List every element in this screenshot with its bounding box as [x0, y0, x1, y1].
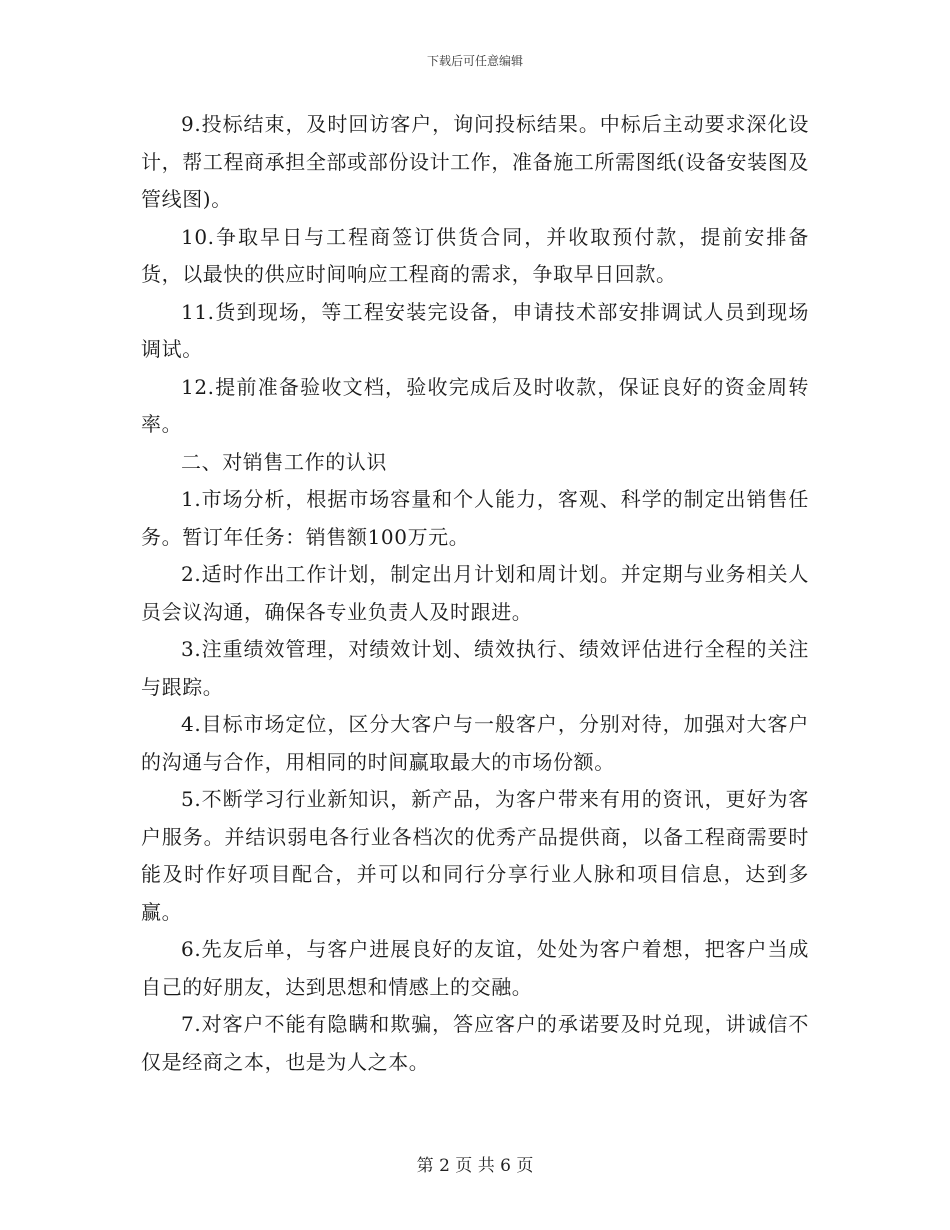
paragraph-item-5: 5.不断学习行业新知识，新产品，为客户带来有用的资讯，更好为客户服务。并结识弱电各行业各档次的优秀产品提供商，以备工程商需要时能及时作好项目配合，并可以和同行分享行业人脉和项目信息，达到多赢。 — [141, 787, 809, 924]
paragraph-item-6: 6.先友后单，与客户进展良好的友谊，处处为客户着想，把客户当成自己的好朋友，达到思想和情感上的交融。 — [141, 937, 809, 999]
paragraph-item-2: 2.适时作出工作计划，制定出月计划和周计划。并定期与业务相关人员会议沟通，确保各专业负责人及时跟进。 — [141, 562, 809, 624]
page-footer — [0, 1155, 950, 1177]
paragraph-item-1: 1.市场分析，根据市场容量和个人能力，客观、科学的制定出销售任务。暂订年任务：销售额100万元。 — [141, 487, 809, 549]
paragraph-item-11: 11.货到现场，等工程安装完设备，申请技术部安排调试人员到现场调试。 — [141, 299, 809, 361]
page-header: 下载后可任意编辑 — [426, 54, 523, 68]
document-body — [141, 106, 809, 1081]
paragraph-item-3: 3.注重绩效管理，对绩效计划、绩效执行、绩效评估进行全程的关注与跟踪。 — [141, 637, 809, 699]
paragraph-item-9: 9.投标结束，及时回访客户，询问投标结果。中标后主动要求深化设计，帮工程商承担全部或部份设计工作，准备施工所需图纸(设备安装图及管线图)。 — [141, 112, 809, 211]
section-heading: 二、对销售工作的认识 — [181, 449, 387, 474]
paragraph-item-4: 4.目标市场定位，区分大客户与一般客户，分别对待，加强对大客户的沟通与合作，用相同的时间赢取最大的市场份额。 — [141, 712, 809, 774]
paragraph-item-10: 10.争取早日与工程商签订供货合同，并收取预付款，提前安排备货，以最快的供应时间响应工程商的需求，争取早日回款。 — [141, 224, 809, 286]
paragraph-item-7: 7.对客户不能有隐瞒和欺骗，答应客户的承诺要及时兑现，讲诚信不仅是经商之本，也是为人之本。 — [141, 1012, 809, 1074]
paragraph-item-12: 12.提前准备验收文档，验收完成后及时收款，保证良好的资金周转率。 — [141, 374, 809, 436]
page-number-label: 第 2 页 共 6 页 — [416, 1156, 534, 1176]
